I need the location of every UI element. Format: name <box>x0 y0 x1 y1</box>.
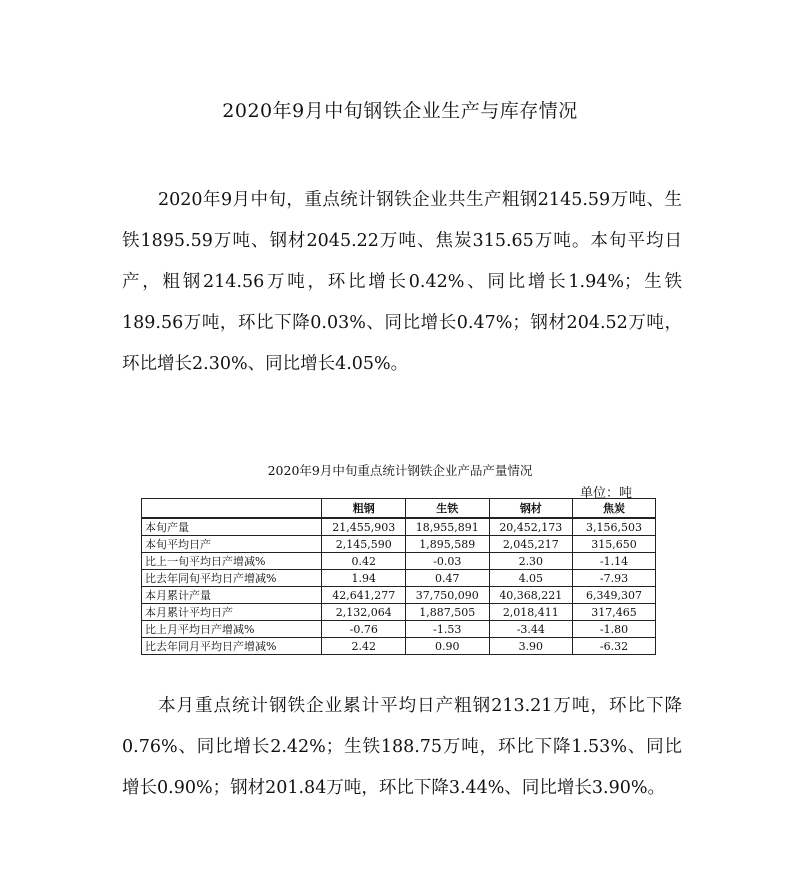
header-cell-steel-products: 钢材 <box>489 499 573 519</box>
table-cell: -1.14 <box>573 553 656 570</box>
monthly-summary-paragraph: 本月重点统计钢铁企业累计平均日产粗钢213.21万吨，环比下降0.76%、同比增长2.42%；生铁188.75万吨，环比下降1.53%、同比增长0.90%；钢材201.84万吨，环比下降3.44%、同比增长3.90%。 <box>122 696 682 798</box>
row-label: 本旬平均日产 <box>142 536 322 553</box>
table-cell: 1,887,505 <box>406 604 490 621</box>
document-title: 2020年9月中旬钢铁企业生产与库存情况 <box>222 100 578 122</box>
table-unit: 单位：吨 <box>580 486 633 501</box>
table-cell: -7.93 <box>573 570 656 587</box>
summary-paragraph: 2020年9月中旬，重点统计钢铁企业共生产粗钢2145.59万吨、生铁1895.59万吨、钢材2045.22万吨、焦炭315.65万吨。本旬平均日产，粗钢214.56万吨，环比增长0.42%、同比增长1.94%；生铁189.56万吨，环比下降0.03%、同比增长0.47%；钢材204.52万吨，环比增长2.30%、同比增长4.05%。 <box>122 190 682 374</box>
header-cell-crude-steel: 粗钢 <box>322 499 406 519</box>
table-row <box>142 621 656 638</box>
table-cell: 18,955,891 <box>406 518 490 536</box>
table-cell: 0.42 <box>322 553 406 570</box>
table-title: 2020年9月中旬重点统计钢铁企业产品产量情况 <box>267 463 533 478</box>
table-cell: 37,750,090 <box>406 587 490 604</box>
row-label: 比去年同旬平均日产增减% <box>142 570 322 587</box>
table-cell: 3.90 <box>489 638 573 655</box>
header-cell-pig-iron: 生铁 <box>406 499 490 519</box>
table-row <box>142 587 656 604</box>
row-label: 本月累计产量 <box>142 587 322 604</box>
table-cell: -3.44 <box>489 621 573 638</box>
table-cell: 2.30 <box>489 553 573 570</box>
table-cell: 2.42 <box>322 638 406 655</box>
table-cell: 315,650 <box>573 536 656 553</box>
table-row <box>142 570 656 587</box>
header-cell-coke: 焦炭 <box>573 499 656 519</box>
table-cell: 3,156,503 <box>573 518 656 536</box>
row-label: 比上一旬平均日产增减% <box>142 553 322 570</box>
header-cell-empty <box>142 499 322 519</box>
table-cell: -0.03 <box>406 553 490 570</box>
table-cell: 0.47 <box>406 570 490 587</box>
row-label: 比去年同月平均日产增减% <box>142 638 322 655</box>
table-cell: -1.80 <box>573 621 656 638</box>
table-cell: 4.05 <box>489 570 573 587</box>
table-row <box>142 536 656 553</box>
table-cell: 6,349,307 <box>573 587 656 604</box>
row-label: 比上月平均日产增减% <box>142 621 322 638</box>
table-cell: -6.32 <box>573 638 656 655</box>
table-cell: 20,452,173 <box>489 518 573 536</box>
table-cell: 2,018,411 <box>489 604 573 621</box>
table-cell: 1.94 <box>322 570 406 587</box>
table-cell: 42,641,277 <box>322 587 406 604</box>
table-header-row <box>142 499 656 519</box>
table-cell: 0.90 <box>406 638 490 655</box>
table-cell: 2,145,590 <box>322 536 406 553</box>
table-row <box>142 518 656 536</box>
table-cell: 317,465 <box>573 604 656 621</box>
row-label: 本月累计平均日产 <box>142 604 322 621</box>
table-cell: 40,368,221 <box>489 587 573 604</box>
table-cell: 21,455,903 <box>322 518 406 536</box>
table-row <box>142 638 656 655</box>
table-row <box>142 553 656 570</box>
table-cell: -0.76 <box>322 621 406 638</box>
row-label: 本旬产量 <box>142 518 322 536</box>
table-cell: 2,132,064 <box>322 604 406 621</box>
table-cell: 1,895,589 <box>406 536 490 553</box>
production-table <box>141 498 656 655</box>
table-cell: -1.53 <box>406 621 490 638</box>
table-row <box>142 604 656 621</box>
table-cell: 2,045,217 <box>489 536 573 553</box>
